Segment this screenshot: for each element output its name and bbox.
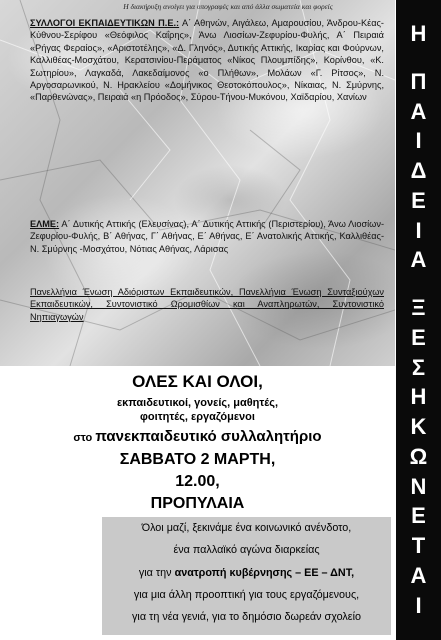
slogan-line-2: ένα παλλαϊκό αγώνα διαρκείας — [173, 544, 320, 556]
banner-letter: Α — [410, 247, 427, 273]
banner-letter: Ι — [415, 217, 422, 243]
vertical-title-banner — [396, 0, 441, 640]
banner-letter: Ι — [415, 128, 422, 154]
rally-time: 12.00, — [175, 473, 220, 490]
banner-letter: Σ — [411, 354, 426, 380]
banner-letter: Ε — [411, 187, 426, 213]
slogan-line-5: για τη νέα γενιά, για το δημόσιο δωρεάν σχολείο — [132, 611, 361, 623]
other-organizations: Πανελλήνια Ένωση Αδιόριστων Εκπαιδευτικών, Πανελλήνια Ένωση Συνταξιούχων Εκπαιδευτικών, Συντονιστικό Ωρομισθίων και Αναπληρωτών, Συντονιστικό Νηπιαγωγών — [30, 287, 384, 322]
banner-letter: Ε — [411, 324, 426, 350]
rally-audience-line-2: φοιτητές, εργαζόμενοι — [140, 411, 255, 423]
banner-letter: Ν — [410, 473, 427, 499]
rally-location: ΠΡΟΠΥΛΑΙΑ — [150, 495, 245, 512]
slogan-box — [102, 517, 391, 635]
rally-headline: ΟΛΕΣ ΚΑΙ ΟΛΟΙ, — [132, 372, 263, 391]
banner-letter: Α — [410, 562, 427, 588]
slogan-line-3-emphasis: ανατροπή κυβέρνησης – ΕΕ – ΔΝΤ, — [174, 567, 355, 579]
slogan-line-4: για μια άλλη προοπτική για τους εργαζόμενους, — [133, 589, 360, 601]
elme-label: ΕΛΜΕ: — [30, 219, 60, 229]
rally-event-line — [0, 428, 395, 445]
slogan-line-3-prefix: για την — [138, 567, 175, 579]
unions-paragraph — [30, 17, 384, 104]
banner-letter: Δ — [410, 158, 427, 184]
banner-letter: Π — [410, 68, 427, 94]
banner-letter: Ε — [411, 503, 426, 529]
banner-letter: Η — [410, 384, 427, 410]
unions-list: Α΄ Αθηνών, Αιγάλεω, Αμαρουσίου, Άνδρου-Κέας-Κύθνου-Σερίφου «Θεόφιλος Καΐρης», Άνω Λιοσίων-Ζεφυρίου-Φυλής, Α΄ Πειραιά «Ρήγας Φεραίος», «Αριστοτέλης», «Δ. Γληνός», Δυτικής Αττικής, Ικαρίας και Φούρνων, Καλλιθέας-Μοσχάτου, Κερατσινίου-Περάματος «Νίκος Πλουμπίδης», Κορίνθου, «Κ. Σωτηρίου», Λαγκαδά, Λακεδαίμονος «ο Πλήθων», Μολάων «Γ. Ρίτσος», Ν. Αργοσαρωνικού, Ν. Ηρακλείου «Δομήνικος Θεοτοκόπουλος», Νίκαιας, Ν. Σμύρνης, «Παρθενώνας», Πειραιά «η Πρόοδος», Σύρου-Τήνου-Μυκόνου, Χαϊδαρίου, Χανίων — [30, 18, 384, 103]
banner-letter: Κ — [410, 414, 427, 440]
rally-date: ΣΑΒΒΑΤΟ 2 ΜΑΡΤΗ, — [119, 451, 276, 468]
banner-letter: Ω — [409, 443, 428, 469]
slogan-line-1: Όλοι μαζί, ξεκινάμε ένα κοινωνικό ανένδοτο, — [141, 522, 352, 534]
banner-letter: Ι — [415, 592, 422, 618]
elme-list: Α΄ Δυτικής Αττικής (Ελευσίνας), Α΄ Δυτικής Αττικής (Περιστερίου), Άνω Λιοσίων-Ζεφυρίου-Φυλής, Β΄ Αθήνας, Γ΄ Αθήνας, Ε΄ Αθήνας, Ε΄ Ανατολικής Αττικής, Καλλιθέας-Ν. Σμύρνης -Μοσχάτου, Νότιας Αθήνας, Λάρισας — [30, 219, 384, 254]
slogan-line-3 — [102, 567, 391, 579]
unions-label: ΣΥΛΛΟΓΟΙ ΕΚΠΑΙΔΕΥΤΙΚΩΝ Π.Ε.: — [30, 18, 180, 28]
banner-letter: Τ — [411, 533, 426, 559]
rally-audience-line-1: εκπαιδευτικοί, γονείς, μαθητές, — [116, 397, 279, 409]
rally-event-name: πανεκπαιδευτικό συλλαλητήριο — [95, 428, 322, 445]
elme-paragraph — [30, 218, 384, 255]
banner-letter: Ξ — [411, 295, 426, 321]
top-note: Η διακήρυξη ανοίγει για υπογραφές και από άλλα σωματεία και φορείς — [123, 2, 333, 11]
banner-letter: Η — [410, 21, 427, 46]
banner-letter: Α — [410, 98, 427, 124]
rally-event-prefix: στο — [73, 432, 96, 444]
